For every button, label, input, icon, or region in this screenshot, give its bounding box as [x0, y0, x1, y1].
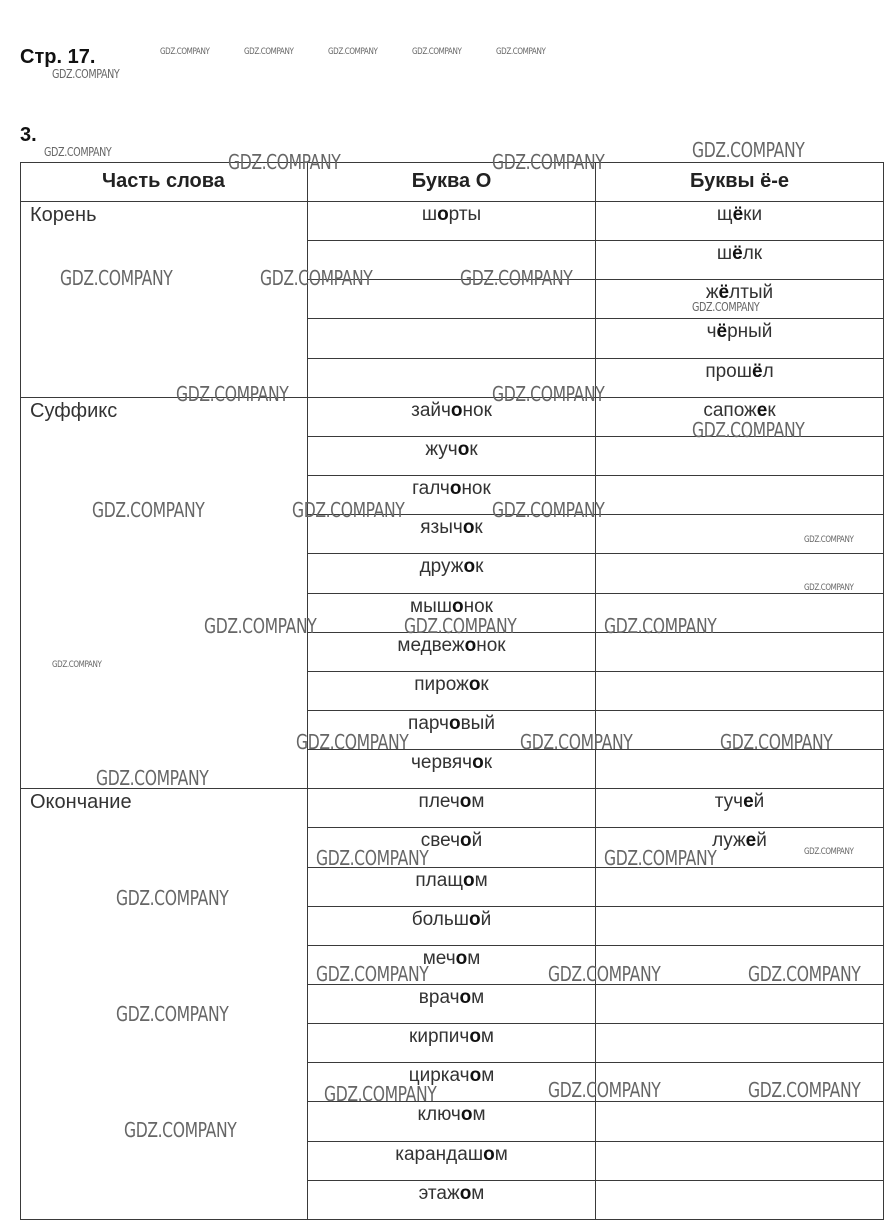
section-label: Суффикс: [30, 399, 118, 422]
letter-o-word: ш о рты: [421, 203, 482, 225]
letter-o-word: жуч о к: [425, 438, 478, 460]
highlighted-letter: ё: [718, 281, 730, 303]
section-label: Корень: [30, 204, 97, 226]
watermark: GDZ.COMPANY: [244, 47, 294, 57]
watermark: GDZ.COMPANY: [604, 846, 717, 870]
section-label: Окончание: [30, 791, 132, 814]
highlighted-letter: о: [459, 986, 472, 1008]
highlighted-letter: о: [483, 1143, 495, 1165]
table-top-border: [20, 162, 884, 163]
letter-o-word: зайч о нок: [411, 399, 492, 421]
header-letters-yo-e: Буквы ё-е: [689, 170, 790, 192]
highlighted-letter: ё: [732, 242, 743, 264]
watermark: GDZ.COMPANY: [316, 962, 429, 986]
watermark: GDZ.COMPANY: [124, 1118, 237, 1142]
watermark: GDZ.COMPANY: [804, 535, 854, 545]
row-border: [307, 475, 883, 476]
watermark: GDZ.COMPANY: [204, 614, 317, 638]
highlighted-letter: о: [469, 1064, 482, 1086]
watermark: GDZ.COMPANY: [492, 382, 605, 406]
table-bottom-border: [20, 1219, 884, 1220]
letters-yo-e-word: ж ё лтый: [705, 281, 774, 303]
header-word-part: Часть слова: [102, 170, 225, 192]
letters-yo-e-word: ш ё лк: [716, 242, 763, 264]
letter-o-word: циркач о м: [408, 1064, 495, 1086]
letter-o-word: карандаш о м: [395, 1143, 508, 1165]
letter-o-word: меч о м: [422, 947, 481, 969]
highlighted-letter: о: [449, 477, 462, 499]
row-border: [307, 1180, 883, 1181]
row-border: [307, 827, 883, 828]
watermark: GDZ.COMPANY: [804, 847, 854, 857]
watermark: GDZ.COMPANY: [92, 498, 205, 522]
row-border: [307, 279, 883, 280]
letter-o-word: кирпич о м: [409, 1025, 494, 1047]
highlighted-letter: о: [462, 516, 475, 538]
row-border: [307, 632, 883, 633]
watermark: GDZ.COMPANY: [520, 730, 633, 754]
column-border-3: [883, 162, 884, 1219]
watermark: GDZ.COMPANY: [496, 47, 546, 57]
row-border: [307, 593, 883, 594]
letter-o-word: червяч о к: [410, 751, 493, 773]
watermark: GDZ.COMPANY: [404, 614, 517, 638]
highlighted-letter: о: [459, 829, 472, 851]
row-border: [307, 945, 883, 946]
highlighted-letter: о: [459, 790, 472, 812]
highlighted-letter: о: [462, 869, 475, 891]
letter-o-word: пирож о к: [414, 673, 489, 695]
watermark: GDZ.COMPANY: [328, 47, 378, 57]
highlighted-letter: о: [468, 673, 481, 695]
highlighted-letter: о: [451, 595, 464, 617]
row-border: [307, 1062, 883, 1063]
letter-o-word: свеч о й: [420, 829, 483, 851]
highlighted-letter: о: [437, 203, 449, 225]
letter-o-word: больш о й: [411, 908, 492, 930]
highlighted-letter: о: [463, 555, 476, 577]
highlighted-letter: ё: [716, 320, 728, 342]
watermark: GDZ.COMPANY: [44, 145, 112, 159]
letter-o-word: языч о к: [420, 516, 483, 538]
watermark: GDZ.COMPANY: [412, 47, 462, 57]
watermark: GDZ.COMPANY: [116, 886, 229, 910]
watermark: GDZ.COMPANY: [260, 266, 373, 290]
watermark: GDZ.COMPANY: [160, 47, 210, 57]
highlighted-letter: о: [448, 712, 461, 734]
letter-o-word: врач о м: [418, 986, 485, 1008]
letter-o-word: плащ о м: [415, 869, 488, 891]
letters-yo-e-word: сапож е к: [703, 399, 776, 421]
watermark: GDZ.COMPANY: [52, 660, 102, 670]
highlighted-letter: о: [459, 1182, 472, 1204]
highlighted-letter: е: [756, 399, 768, 421]
letters-yo-e-word: щ ё ки: [716, 203, 763, 225]
letters-yo-e-word: ч ё рный: [706, 320, 773, 342]
watermark: GDZ.COMPANY: [548, 1078, 661, 1102]
watermark: GDZ.COMPANY: [748, 962, 861, 986]
highlighted-letter: е: [745, 829, 757, 851]
watermark: GDZ.COMPANY: [804, 583, 854, 593]
highlighted-letter: е: [743, 790, 754, 812]
highlighted-letter: о: [450, 399, 463, 421]
highlighted-letter: ё: [752, 360, 763, 382]
task-number: 3.: [20, 124, 37, 146]
watermark: GDZ.COMPANY: [604, 614, 717, 638]
letter-o-word: друж о к: [419, 555, 484, 577]
watermark: GDZ.COMPANY: [296, 730, 409, 754]
letters-yo-e-word: луж е й: [712, 829, 767, 851]
watermark: GDZ.COMPANY: [316, 846, 429, 870]
row-border: [307, 553, 883, 554]
row-border: [307, 1141, 883, 1142]
letter-o-word: ключ о м: [417, 1103, 486, 1125]
watermark: GDZ.COMPANY: [692, 300, 760, 314]
watermark: GDZ.COMPANY: [692, 138, 805, 162]
highlighted-letter: о: [469, 1025, 481, 1047]
row-border: [307, 240, 883, 241]
watermark: GDZ.COMPANY: [548, 962, 661, 986]
letter-o-word: парч о вый: [408, 712, 495, 734]
watermark: GDZ.COMPANY: [748, 1078, 861, 1102]
letter-o-word: этаж о м: [418, 1182, 485, 1204]
letter-o-word: медвеж о нок: [397, 634, 506, 656]
letter-o-word: галч о нок: [412, 477, 491, 499]
header-letter-o: Буква О: [411, 170, 492, 192]
watermark: GDZ.COMPANY: [60, 266, 173, 290]
watermark: GDZ.COMPANY: [460, 266, 573, 290]
letters-yo-e-word: туч е й: [714, 790, 765, 812]
highlighted-letter: о: [464, 634, 477, 656]
watermark: GDZ.COMPANY: [116, 1002, 229, 1026]
watermark: GDZ.COMPANY: [492, 498, 605, 522]
row-border: [307, 1023, 883, 1024]
letters-yo-e-word: прош ё л: [705, 360, 774, 382]
watermark: GDZ.COMPANY: [720, 730, 833, 754]
row-border: [307, 318, 883, 319]
page-label: Стр. 17.: [20, 46, 96, 68]
watermark: GDZ.COMPANY: [324, 1082, 437, 1106]
column-border-0: [20, 162, 21, 1219]
highlighted-letter: о: [469, 908, 481, 930]
watermark: GDZ.COMPANY: [292, 498, 405, 522]
watermark: GDZ.COMPANY: [492, 150, 605, 174]
watermark: GDZ.COMPANY: [692, 418, 805, 442]
watermark: GDZ.COMPANY: [96, 766, 209, 790]
letter-o-word: плеч о м: [418, 790, 485, 812]
row-border: [307, 358, 883, 359]
letter-o-word: мыш о нок: [410, 595, 493, 617]
watermark: GDZ.COMPANY: [176, 382, 289, 406]
highlighted-letter: ё: [732, 203, 744, 225]
row-border: [307, 906, 883, 907]
highlighted-letter: о: [460, 1103, 473, 1125]
highlighted-letter: о: [455, 947, 468, 969]
watermark: GDZ.COMPANY: [228, 150, 341, 174]
highlighted-letter: о: [457, 438, 470, 460]
row-border: [307, 671, 883, 672]
row-border: [307, 710, 883, 711]
watermark: GDZ.COMPANY: [52, 67, 120, 81]
highlighted-letter: о: [472, 751, 484, 773]
